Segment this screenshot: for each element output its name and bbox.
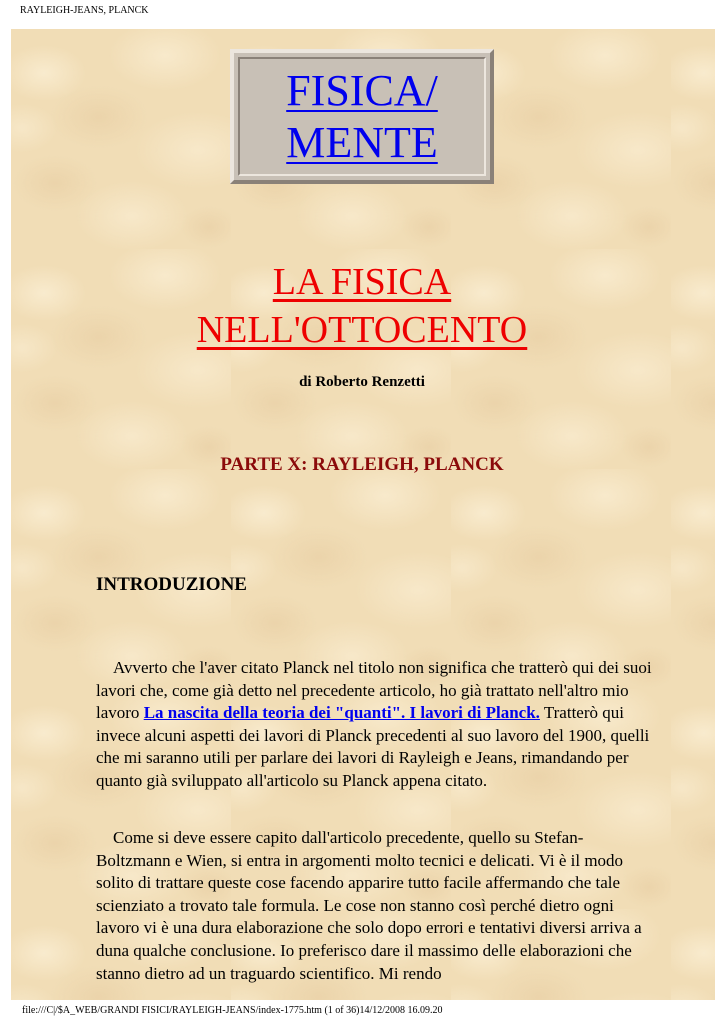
page-title-line-1: LA FISICA — [272, 261, 452, 303]
paragraph-1: Avverto che l'aver citato Planck nel titolo non significa che tratterò qui dei suoi lavori che, come già detto nel precedente articolo, ho già trattato nell'altro mio lavoro La nascita della teoria dei "quanti". I lavori di Planck. Tratterò qui invece alcuni aspetti dei lavori di Planck precedenti al suo lavoro del 1900, quelli che mi saranno utili per parlare dei lavori di Rayleigh e Jeans, rimandando per quanto già sviluppato all'articolo su Planck appena citato. — [96, 658, 656, 790]
section-heading: INTRODUZIONE — [96, 574, 247, 595]
print-header: RAYLEIGH-JEANS, PLANCK — [20, 5, 149, 16]
site-logo-box[interactable] — [230, 49, 494, 184]
planck-article-link[interactable]: La nascita della teoria dei "quanti". I lavori di Planck. — [143, 703, 540, 723]
print-footer: file:///C|/$A_WEB/GRANDI FISICI/RAYLEIGH-JEANS/index-1775.htm (1 of 36)14/12/2008 16.09.20 — [22, 1005, 443, 1016]
paragraph-2: Come si deve essere capito dall'articolo precedente, quello su Stefan-Boltzmann e Wien, si entra in argomenti molto tecnici e delicati. Vi è il modo solito di trattare queste cose facendo apparire tutto facile affermando che tale scienziato a trovato tale formula. Le cose non stanno così perché dietro ogni lavoro vi è una dura elaborazione che solo dopo errori e tentativi diversi arriva a duna qualche conclusione. Io preferisco dare il massimo delle elaborazioni che stanno dietro ad un traguardo scientifico. Mi rendo — [96, 828, 646, 983]
part-title: PARTE X: RAYLEIGH, PLANCK — [220, 454, 504, 475]
logo-line-2[interactable]: MENTE — [286, 118, 438, 167]
author-byline: di Roberto Renzetti — [299, 374, 425, 390]
page-title-line-2: NELL'OTTOCENTO — [196, 309, 528, 351]
logo-line-1[interactable]: FISICA/ — [286, 66, 438, 115]
